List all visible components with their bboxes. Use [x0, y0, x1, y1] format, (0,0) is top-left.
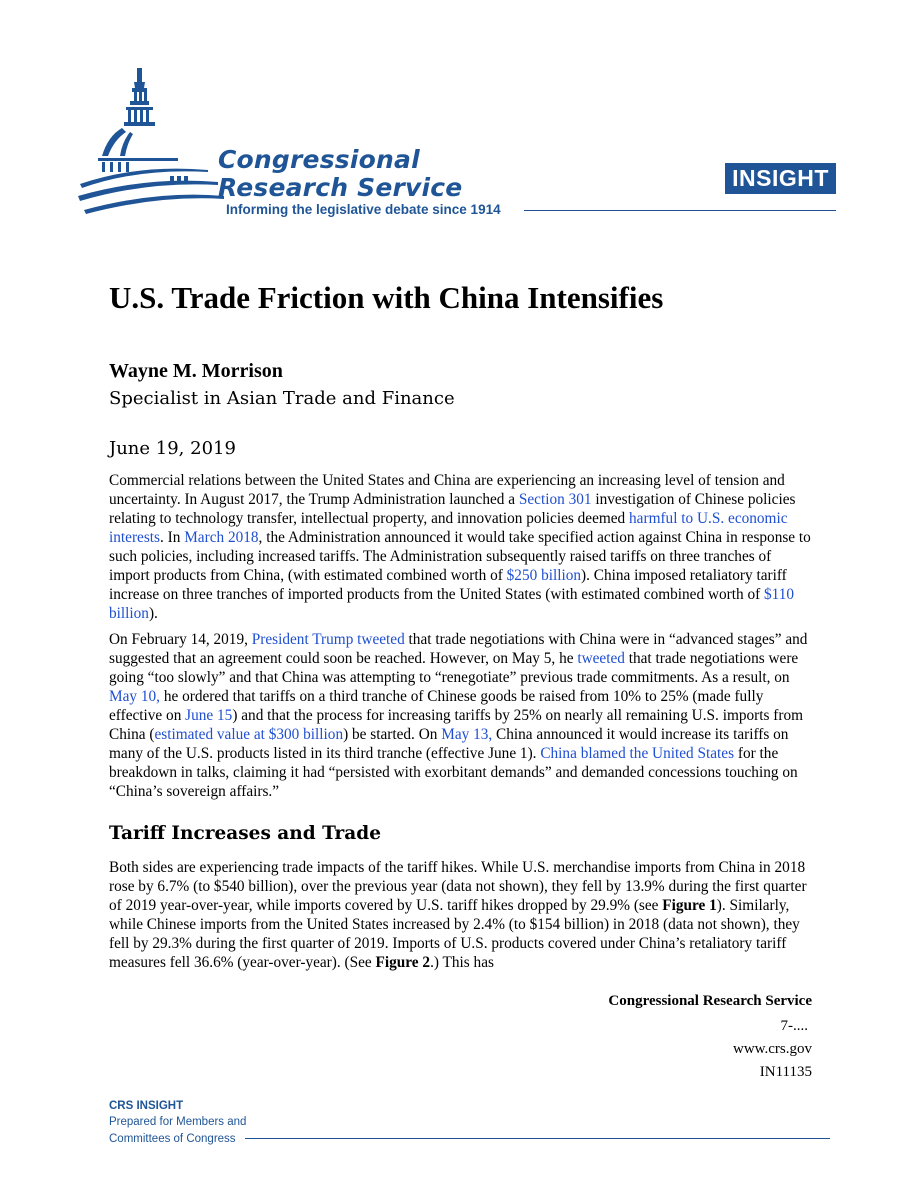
inline-link[interactable]: harmful to U.S. economic interests	[109, 510, 788, 546]
inline-link[interactable]: Section 301	[518, 491, 592, 508]
paragraph-text: ) be started. On	[343, 726, 442, 743]
paragraph-negotiations	[109, 630, 814, 801]
inline-link[interactable]: China blamed the United States	[540, 745, 735, 762]
footer-prepared-for: Prepared for Members and Committees of Congress	[109, 1116, 247, 1145]
logo-tagline: Informing the legislative debate since 1914	[226, 202, 501, 217]
paragraph-text: ). China imposed retaliatory tariff increase on three tranches of imported products from the United States (with estimated combined worth of	[109, 567, 787, 603]
paragraph-intro	[109, 471, 814, 623]
inline-link[interactable]: June 15	[185, 707, 233, 724]
inline-link[interactable]: March 2018	[184, 529, 259, 546]
author-name: Wayne M. Morrison	[109, 360, 283, 382]
footer-organization: Congressional Research Service	[608, 993, 812, 1009]
paragraph-text: Commercial relations between the United States and China are experiencing an increasing level of tension and uncertainty. In August 2017, the Trump Administration launched a	[109, 472, 785, 508]
paragraph-tariff-trade	[109, 858, 814, 972]
paragraph-text: , the Administration announced it would take specified action against China in response to such policies, including increased tariffs. The Administration subsequently raised tariffs on three tranches of import products from China, (with estimated combined worth of	[109, 529, 811, 584]
header-rule	[524, 210, 836, 211]
paragraph-text: ). Similarly, while Chinese imports from the United States increased by 2.4% (to $154 billion) in 2018 (data not shown), they fell by 29.3% during the first quarter of 2019. Imports of U.S. products covered under China’s retaliatory tariff measures fell 36.6% (year-over-year). (See	[109, 897, 800, 971]
paragraph-text: that trade negotiations were going “too slowly” and that China was attempting to “renegotiate” previous trade commitments. As a result, on	[109, 650, 799, 686]
paragraph-text: that trade negotiations with China were in “advanced stages” and suggested that an agreement could soon be reached. However, on May 5, he	[109, 631, 808, 667]
inline-link[interactable]: estimated value at $300 billion	[154, 726, 344, 743]
inline-link[interactable]: $110 billion	[109, 586, 795, 622]
paragraph-text: China announced it would increase its tariffs on many of the U.S. products listed in its third tranche (effective June 1).	[109, 726, 789, 762]
inline-link[interactable]: tweeted	[577, 650, 625, 667]
inline-link[interactable]: President Trump tweeted	[251, 631, 405, 648]
paragraph-text: investigation of Chinese policies relating to technology transfer, intellectual property, and innovation policies deemed	[109, 491, 796, 527]
paragraph-text: for the breakdown in talks, claiming it had “persisted with exorbitant demands” and demanded concessions touching on “China’s sovereign affairs.”	[109, 745, 798, 800]
footer-product-id: IN11135	[759, 1064, 812, 1080]
paragraph-text: he ordered that tariffs on a third tranche of Chinese goods be raised from 10% to 25% (made fully effective on	[109, 688, 764, 724]
footer-website-link[interactable]: www.crs.gov	[732, 1041, 812, 1057]
organization-name: Congressional Research Service	[218, 145, 463, 202]
footer-report-number: 7-....	[780, 1018, 808, 1034]
section-heading: Tariff Increases and Trade	[109, 823, 381, 844]
paragraph-text: .) This has	[430, 954, 494, 971]
footer-series-label: CRS INSIGHT	[109, 1100, 184, 1112]
footer-rule	[245, 1138, 830, 1139]
paragraph-text: On February 14, 2019,	[109, 631, 252, 648]
figure-reference: Figure 1	[662, 897, 717, 914]
inline-link[interactable]: $250 billion	[506, 567, 582, 584]
paragraph-text: ).	[148, 605, 158, 622]
paragraph-text: ) and that the process for increasing tariffs by 25% on nearly all remaining U.S. imports from China (	[109, 707, 803, 743]
insight-badge: INSIGHT	[725, 163, 836, 194]
publication-date: June 19, 2019	[109, 438, 236, 459]
inline-link[interactable]: May 10,	[109, 688, 160, 705]
page-title: U.S. Trade Friction with China Intensifies	[109, 280, 664, 315]
paragraph-text: . In	[159, 529, 185, 546]
author-title: Specialist in Asian Trade and Finance	[109, 388, 455, 409]
paragraph-text: Both sides are experiencing trade impacts of the tariff hikes. While U.S. merchandise imports from China in 2018 rose by 6.7% (to $540 billion), over the previous year (data not shown), they fell by 13.9% during the first quarter of 2019 year-over-year, while imports covered by U.S. tariff hikes dropped by 29.9% (see	[109, 859, 807, 914]
inline-link[interactable]: May 13,	[441, 726, 493, 743]
crs-logo	[78, 64, 538, 224]
figure-reference: Figure 2	[375, 954, 431, 971]
capitol-dome-icon	[78, 64, 228, 219]
